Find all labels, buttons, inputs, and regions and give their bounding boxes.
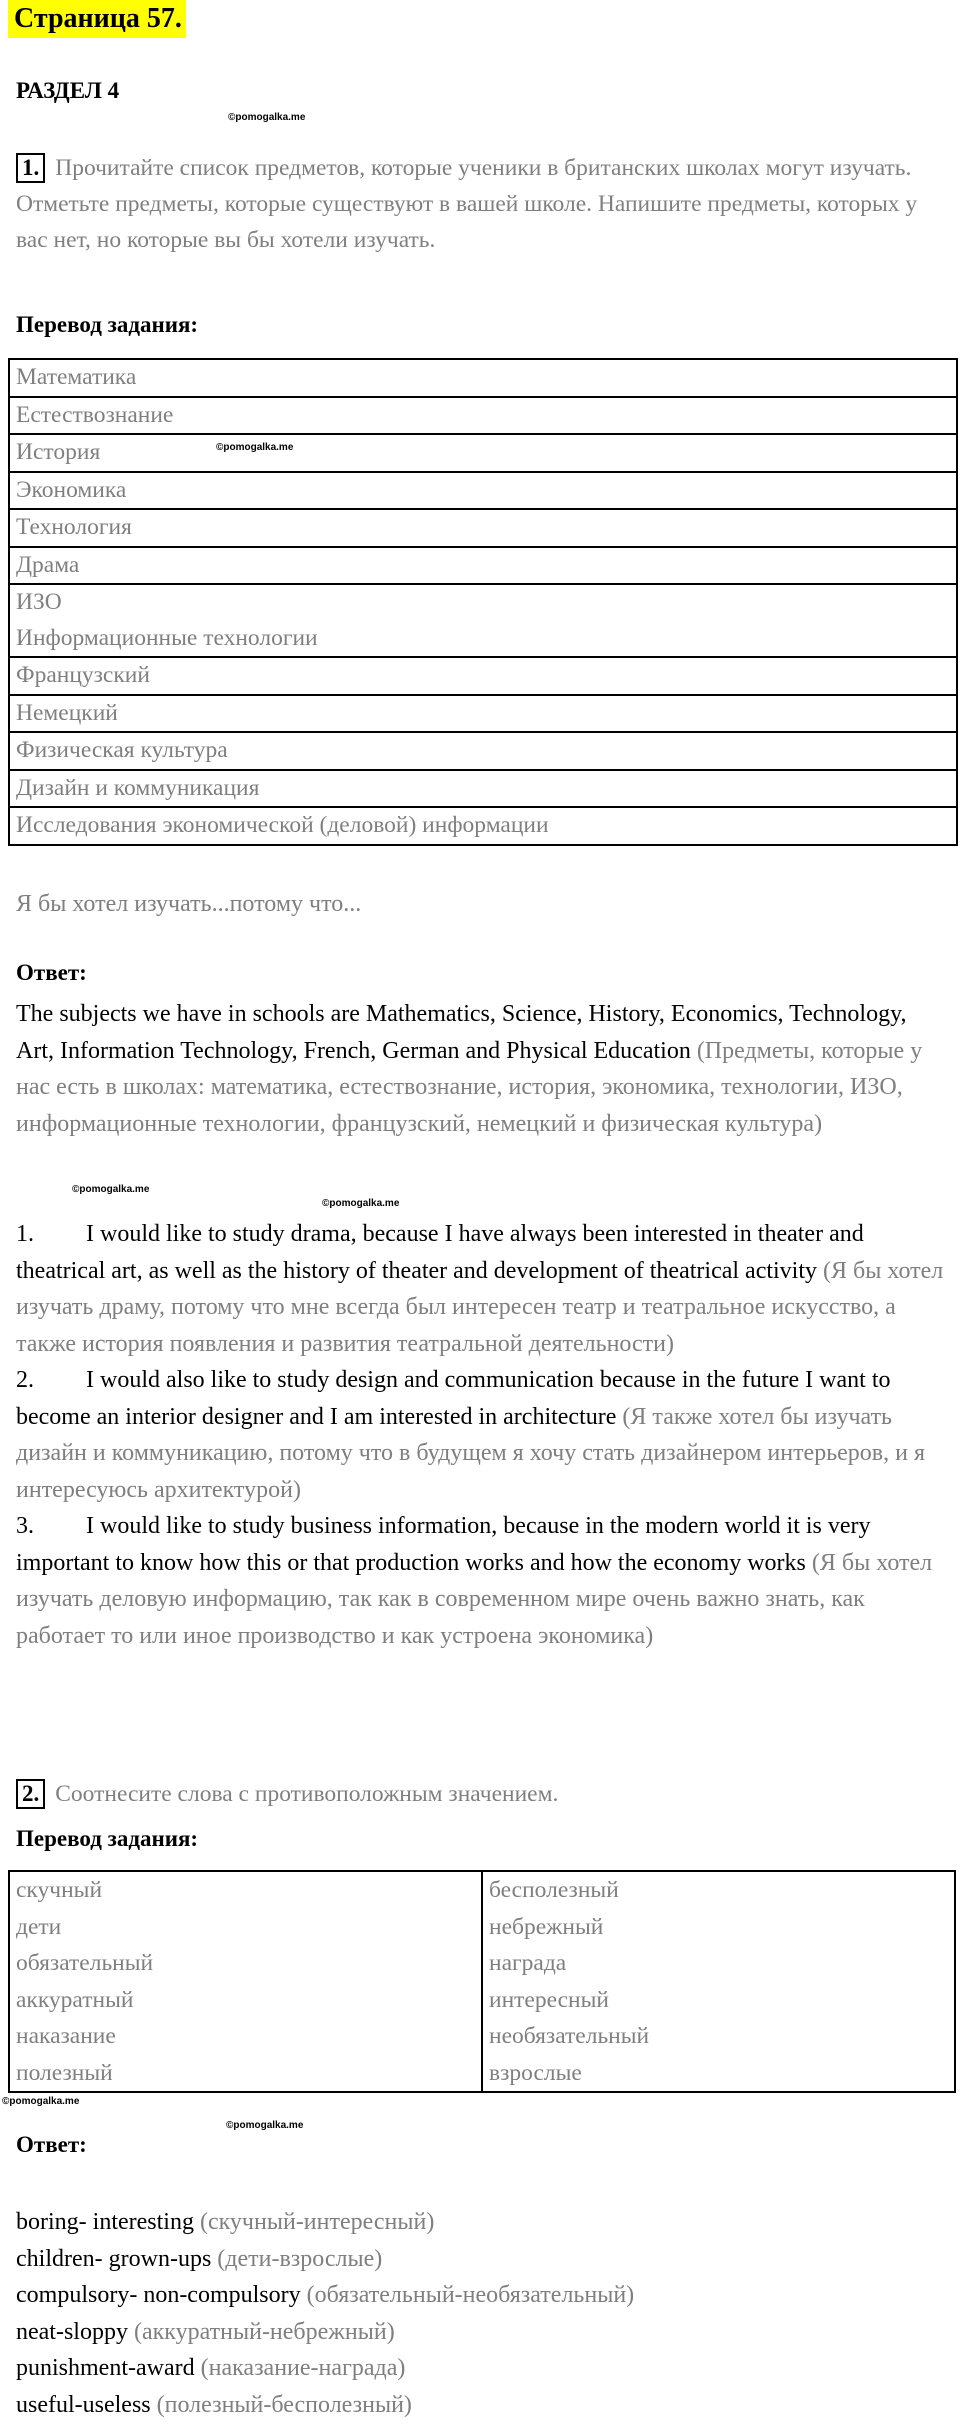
task1-number: 1.: [16, 153, 45, 183]
subject-row: [9, 547, 957, 585]
subject-name: История: [16, 439, 101, 465]
watermark: ©pomogalka.me: [322, 1198, 400, 1209]
left-word: полезный: [16, 2059, 113, 2086]
right-word: награда: [489, 1950, 567, 1976]
watermark: ©pomogalka.me: [72, 1184, 150, 1195]
watermark: ©pomogalka.me: [228, 112, 306, 123]
task1-text: Прочитайте список предметов, которые ученики в британских школах могут изучать. Отметьте предметы, которые существуют в вашей школе. Напишите предметы, которых у вас нет, но которые вы бы хотели изучать.: [16, 155, 918, 253]
matching-table: [8, 1870, 956, 2093]
answer-english: The subjects we have in schools are Mathematics, Science, History, Economics, Technology, Art, Information Technology, French, German and Physical Education: [16, 1001, 907, 1064]
subject-row: [9, 770, 957, 808]
right-word: взрослые: [489, 2059, 582, 2086]
task2-answer-heading: Ответ:: [16, 2132, 87, 2157]
pair-russian: (дети-взрослые): [211, 2245, 383, 2272]
answer-russian: (Предметы, которые у нас есть в школах: математика, естествознание, история, экономика, технологии, ИЗО, информационные технологии, французский, немецкий и физическая культура): [16, 1037, 923, 1137]
answer-pair: [16, 2277, 946, 2314]
item-number: 1.: [16, 1221, 34, 1247]
left-word: наказание: [16, 2023, 116, 2049]
section-title: РАЗДЕЛ 4: [16, 78, 120, 103]
subject-name: Немецкий: [16, 699, 118, 726]
item-english: I would also like to study design and communication because in the future I want to become an interior designer and I am interested in architecture: [16, 1367, 891, 1430]
task1-answer-summary: [16, 996, 946, 1142]
right-column: [482, 1871, 955, 2092]
task1-answer-heading: Ответ:: [16, 960, 87, 985]
left-word: аккуратный: [16, 1986, 134, 2013]
subject-row: [9, 359, 957, 397]
subject-row: [9, 509, 957, 547]
watermark: ©pomogalka.me: [226, 2120, 304, 2131]
subject-cell: [9, 732, 957, 770]
subject-cell: [9, 397, 957, 435]
subject-name: Физическая культура: [16, 737, 228, 763]
pair-english: compulsory- non-compulsory: [16, 2282, 301, 2308]
answer-item: [16, 1508, 946, 1654]
pair-english: punishment-award: [16, 2355, 195, 2381]
answer-item: [16, 1362, 946, 1508]
subject-name: ИЗО: [16, 589, 62, 615]
subject-cell: [9, 472, 957, 510]
subject-cell: [9, 695, 957, 733]
item-russian: (Я также хотел бы изучать дизайн и коммуникацию, потому что в будущем я хочу стать дизайнером интерьеров, и я интересуюсь архитектурой): [16, 1403, 926, 1503]
subject-cell: [9, 359, 957, 397]
pair-russian: (обязательный-необязательный): [300, 2282, 635, 2308]
pair-russian: (наказание-награда): [194, 2355, 406, 2381]
task1-translation-heading: Перевод задания:: [16, 312, 199, 337]
watermark: ©pomogalka.me: [2, 2096, 80, 2107]
subject-name: Экономика: [16, 476, 127, 503]
subject-cell: [9, 584, 957, 657]
right-word: бесполезный: [489, 1877, 619, 1903]
subject-name: Математика: [16, 364, 137, 390]
subject-name: Исследования экономической (деловой) информации: [16, 812, 549, 838]
answer-item: [16, 1216, 946, 1362]
subject-cell: [9, 807, 957, 845]
subject-cell: [9, 509, 957, 547]
pair-english: children- grown-ups: [16, 2245, 212, 2272]
pair-english: useful-useless: [16, 2391, 151, 2418]
answer-pair: [16, 2241, 946, 2278]
item-english: I would like to study drama, because I have always been interested in theater and theatrical art, as well as the history of theater and development of theatrical activity: [16, 1221, 864, 1284]
task1-statement: [16, 150, 936, 258]
subject-row: [9, 472, 957, 510]
pair-russian: (скучный-интересный): [193, 2209, 435, 2235]
answer-pairs-list: [16, 2204, 946, 2423]
task1-prompt: Я бы хотел изучать...потому что...: [16, 891, 362, 917]
watermark: ©pomogalka.me: [216, 442, 294, 453]
subject-row: [9, 397, 957, 435]
right-word: небрежный: [489, 1913, 604, 1940]
subject-name: Дизайн и коммуникация: [16, 774, 260, 801]
item-number: 2.: [16, 1367, 34, 1393]
task2-statement: [16, 1776, 936, 1812]
pair-english: neat-sloppy: [16, 2318, 128, 2345]
right-word: интересный: [489, 1986, 609, 2013]
subject-row: [9, 732, 957, 770]
item-russian: (Я бы хотел изучать драму, потому что мне всегда был интересен театр и театральное искусство, а также история появления и развития театральной деятельности): [16, 1257, 944, 1357]
pair-russian: (аккуратный-небрежный): [127, 2318, 395, 2345]
pair-russian: (полезный-бесполезный): [150, 2391, 412, 2418]
task2-number: 2.: [16, 1779, 45, 1809]
pair-english: boring- interesting: [16, 2209, 194, 2235]
left-column: [9, 1871, 482, 2092]
subject-name: Французский: [16, 662, 150, 688]
right-word: необязательный: [489, 2023, 650, 2049]
subject-cell: [9, 434, 957, 472]
answer-pair: [16, 2204, 946, 2241]
left-word: скучный: [16, 1877, 103, 1903]
task2-text: Соотнесите слова с противоположным значением.: [55, 1781, 559, 1807]
subject-row: [9, 695, 957, 733]
left-word: обязательный: [16, 1950, 154, 1976]
subject-row: [9, 807, 957, 845]
subject-name: Драма: [16, 551, 80, 578]
page-title: Страница 57.: [8, 0, 186, 38]
answer-pair: [16, 2350, 946, 2387]
left-word: дети: [16, 1913, 62, 1940]
answer-pair: [16, 2314, 946, 2351]
item-english: I would like to study business information, because in the modern world it is very important to know how this or that production works and how the economy works: [16, 1513, 871, 1576]
item-russian: (Я бы хотел изучать деловую информацию, так как в современном мире очень важно знать, как работает то или иное производство и как устроена экономика): [16, 1549, 933, 1649]
subject-cell: [9, 770, 957, 808]
answer-pair: [16, 2387, 946, 2424]
subject-row: [9, 657, 957, 695]
item-number: 3.: [16, 1513, 34, 1539]
subjects-table: [8, 358, 958, 846]
subject-row: [9, 434, 957, 472]
subject-cell: [9, 547, 957, 585]
subject-name: Информационные технологии: [16, 624, 318, 651]
subject-row: [9, 584, 957, 657]
subject-cell: [9, 657, 957, 695]
task2-translation-heading: Перевод задания:: [16, 1826, 199, 1851]
answer-items-list: [16, 1216, 946, 1654]
subject-name: Технология: [16, 514, 132, 540]
subject-name: Естествознание: [16, 401, 174, 428]
